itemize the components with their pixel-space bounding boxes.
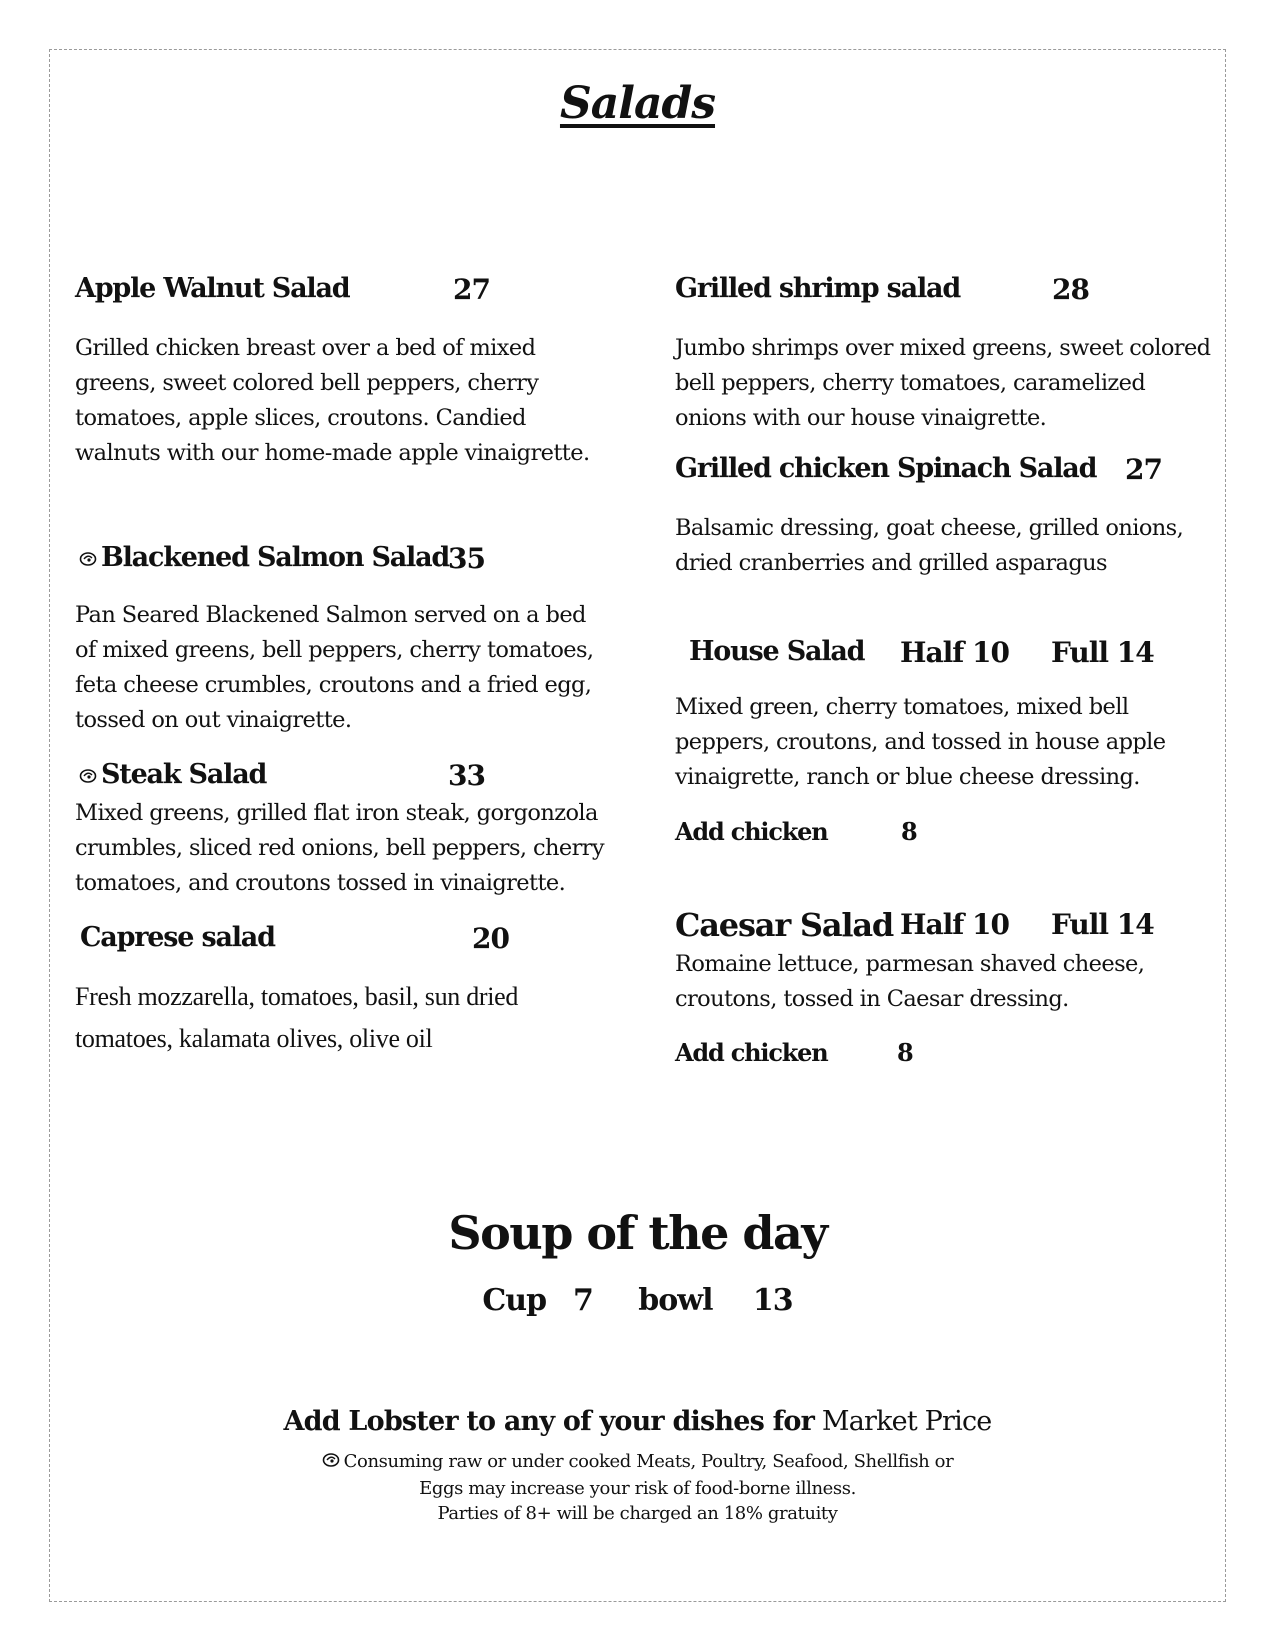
soup-cup bbox=[482, 1283, 592, 1318]
caprese-salad-description bbox=[75, 976, 518, 1060]
caprese-salad-price: 20 bbox=[472, 922, 509, 955]
desc-line: tomatoes, apple slices, croutons. Candied bbox=[75, 405, 526, 431]
house-add-chicken-price: 8 bbox=[901, 817, 917, 846]
soup-title: Soup of the day bbox=[448, 1206, 827, 1260]
house-salad-half-price: Half 10 bbox=[900, 636, 1009, 669]
cup-price: 7 bbox=[572, 1283, 593, 1318]
house-add-chicken-label: Add chicken bbox=[675, 817, 828, 846]
lobster-note bbox=[0, 1406, 1275, 1437]
caesar-add-chicken-price: 8 bbox=[897, 1038, 913, 1067]
apple-walnut-description bbox=[75, 331, 590, 471]
caesar-salad-description bbox=[675, 947, 1144, 1017]
grilled-shrimp-price: 28 bbox=[1052, 273, 1089, 306]
house-salad-description bbox=[675, 690, 1166, 795]
desc-line: walnuts with our home-made apple vinaigrette. bbox=[75, 440, 590, 466]
desc-line: Jumbo shrimps over mixed greens, sweet colored bbox=[675, 335, 1211, 361]
desc-line: tomatoes, kalamata olives, olive oil bbox=[75, 1024, 433, 1053]
gratuity-note: Parties of 8+ will be charged an 18% gratuity bbox=[437, 1503, 838, 1524]
desc-line: croutons, tossed in Caesar dressing. bbox=[675, 986, 1069, 1012]
warning-line-1 bbox=[0, 1451, 1275, 1472]
warning-line-2: Eggs may increase your risk of food-borne illness. bbox=[419, 1478, 856, 1499]
caesar-salad-half-price: Half 10 bbox=[900, 908, 1009, 941]
desc-line: vinaigrette, ranch or blue cheese dressing. bbox=[675, 764, 1140, 790]
steak-salad-name: Steak Salad bbox=[101, 759, 267, 790]
chicken-spinach-price: 27 bbox=[1125, 453, 1162, 486]
desc-line: greens, sweet colored bell peppers, cherry bbox=[75, 370, 539, 396]
blackened-salmon-name: Blackened Salmon Salad bbox=[101, 542, 450, 573]
caprese-salad-name: Caprese salad bbox=[80, 922, 275, 953]
desc-line: peppers, croutons, and tossed in house apple bbox=[675, 729, 1166, 755]
grilled-shrimp-name: Grilled shrimp salad bbox=[675, 273, 960, 304]
soup-prices bbox=[0, 1283, 1275, 1318]
lobster-text: Add Lobster to any of your dishes for bbox=[283, 1406, 815, 1437]
raw-warning-icon bbox=[79, 550, 97, 566]
chicken-spinach-name: Grilled chicken Spinach Salad bbox=[675, 453, 1097, 484]
desc-line: Mixed greens, grilled flat iron steak, gorgonzola bbox=[75, 800, 598, 826]
apple-walnut-price: 27 bbox=[453, 273, 490, 306]
desc-line: crumbles, sliced red onions, bell peppers, cherry bbox=[75, 835, 605, 861]
steak-salad-price: 33 bbox=[448, 759, 485, 792]
raw-warning-icon bbox=[322, 1451, 340, 1467]
desc-line: onions with our house vinaigrette. bbox=[675, 405, 1047, 431]
desc-line: tossed on out vinaigrette. bbox=[75, 707, 352, 733]
caesar-salad-full-price: Full 14 bbox=[1051, 908, 1154, 941]
desc-line: feta cheese crumbles, croutons and a fried egg, bbox=[75, 672, 592, 698]
house-salad-full-price: Full 14 bbox=[1051, 636, 1154, 669]
caesar-add-chicken-label: Add chicken bbox=[675, 1038, 828, 1067]
chicken-spinach-description bbox=[675, 511, 1183, 581]
desc-line: Fresh mozzarella, tomatoes, basil, sun dried bbox=[75, 982, 519, 1011]
desc-line: Romaine lettuce, parmesan shaved cheese, bbox=[675, 951, 1145, 977]
cup-label: Cup bbox=[482, 1283, 547, 1318]
caesar-salad-name: Caesar Salad bbox=[675, 906, 894, 944]
desc-line: Pan Seared Blackened Salmon served on a bed bbox=[75, 602, 586, 628]
desc-line: Mixed green, cherry tomatoes, mixed bell bbox=[675, 694, 1129, 720]
bowl-label: bowl bbox=[638, 1283, 713, 1318]
page-title: Salads bbox=[559, 78, 716, 129]
desc-line: Balsamic dressing, goat cheese, grilled onions, bbox=[675, 515, 1184, 541]
desc-line: of mixed greens, bell peppers, cherry tomatoes, bbox=[75, 637, 594, 663]
bowl-price: 13 bbox=[752, 1283, 793, 1318]
raw-warning-icon bbox=[79, 767, 97, 783]
blackened-salmon-description bbox=[75, 598, 593, 738]
blackened-salmon-price: 35 bbox=[448, 542, 485, 575]
steak-salad-description bbox=[75, 796, 604, 901]
steak-salad-heading bbox=[79, 759, 266, 790]
soup-bowl bbox=[638, 1283, 792, 1318]
desc-line: dried cranberries and grilled asparagus bbox=[675, 550, 1107, 576]
desc-line: Grilled chicken breast over a bed of mixed bbox=[75, 335, 536, 361]
blackened-salmon-heading bbox=[79, 542, 449, 573]
desc-line: bell peppers, cherry tomatoes, caramelized bbox=[675, 370, 1146, 396]
desc-line: tomatoes, and croutons tossed in vinaigrette. bbox=[75, 870, 566, 896]
grilled-shrimp-description bbox=[675, 331, 1210, 436]
house-salad-name: House Salad bbox=[689, 636, 865, 667]
apple-walnut-name: Apple Walnut Salad bbox=[75, 273, 350, 304]
lobster-price: Market Price bbox=[821, 1406, 992, 1437]
warning-text-1: Consuming raw or under cooked Meats, Poultry, Seafood, Shellfish or bbox=[343, 1451, 954, 1472]
